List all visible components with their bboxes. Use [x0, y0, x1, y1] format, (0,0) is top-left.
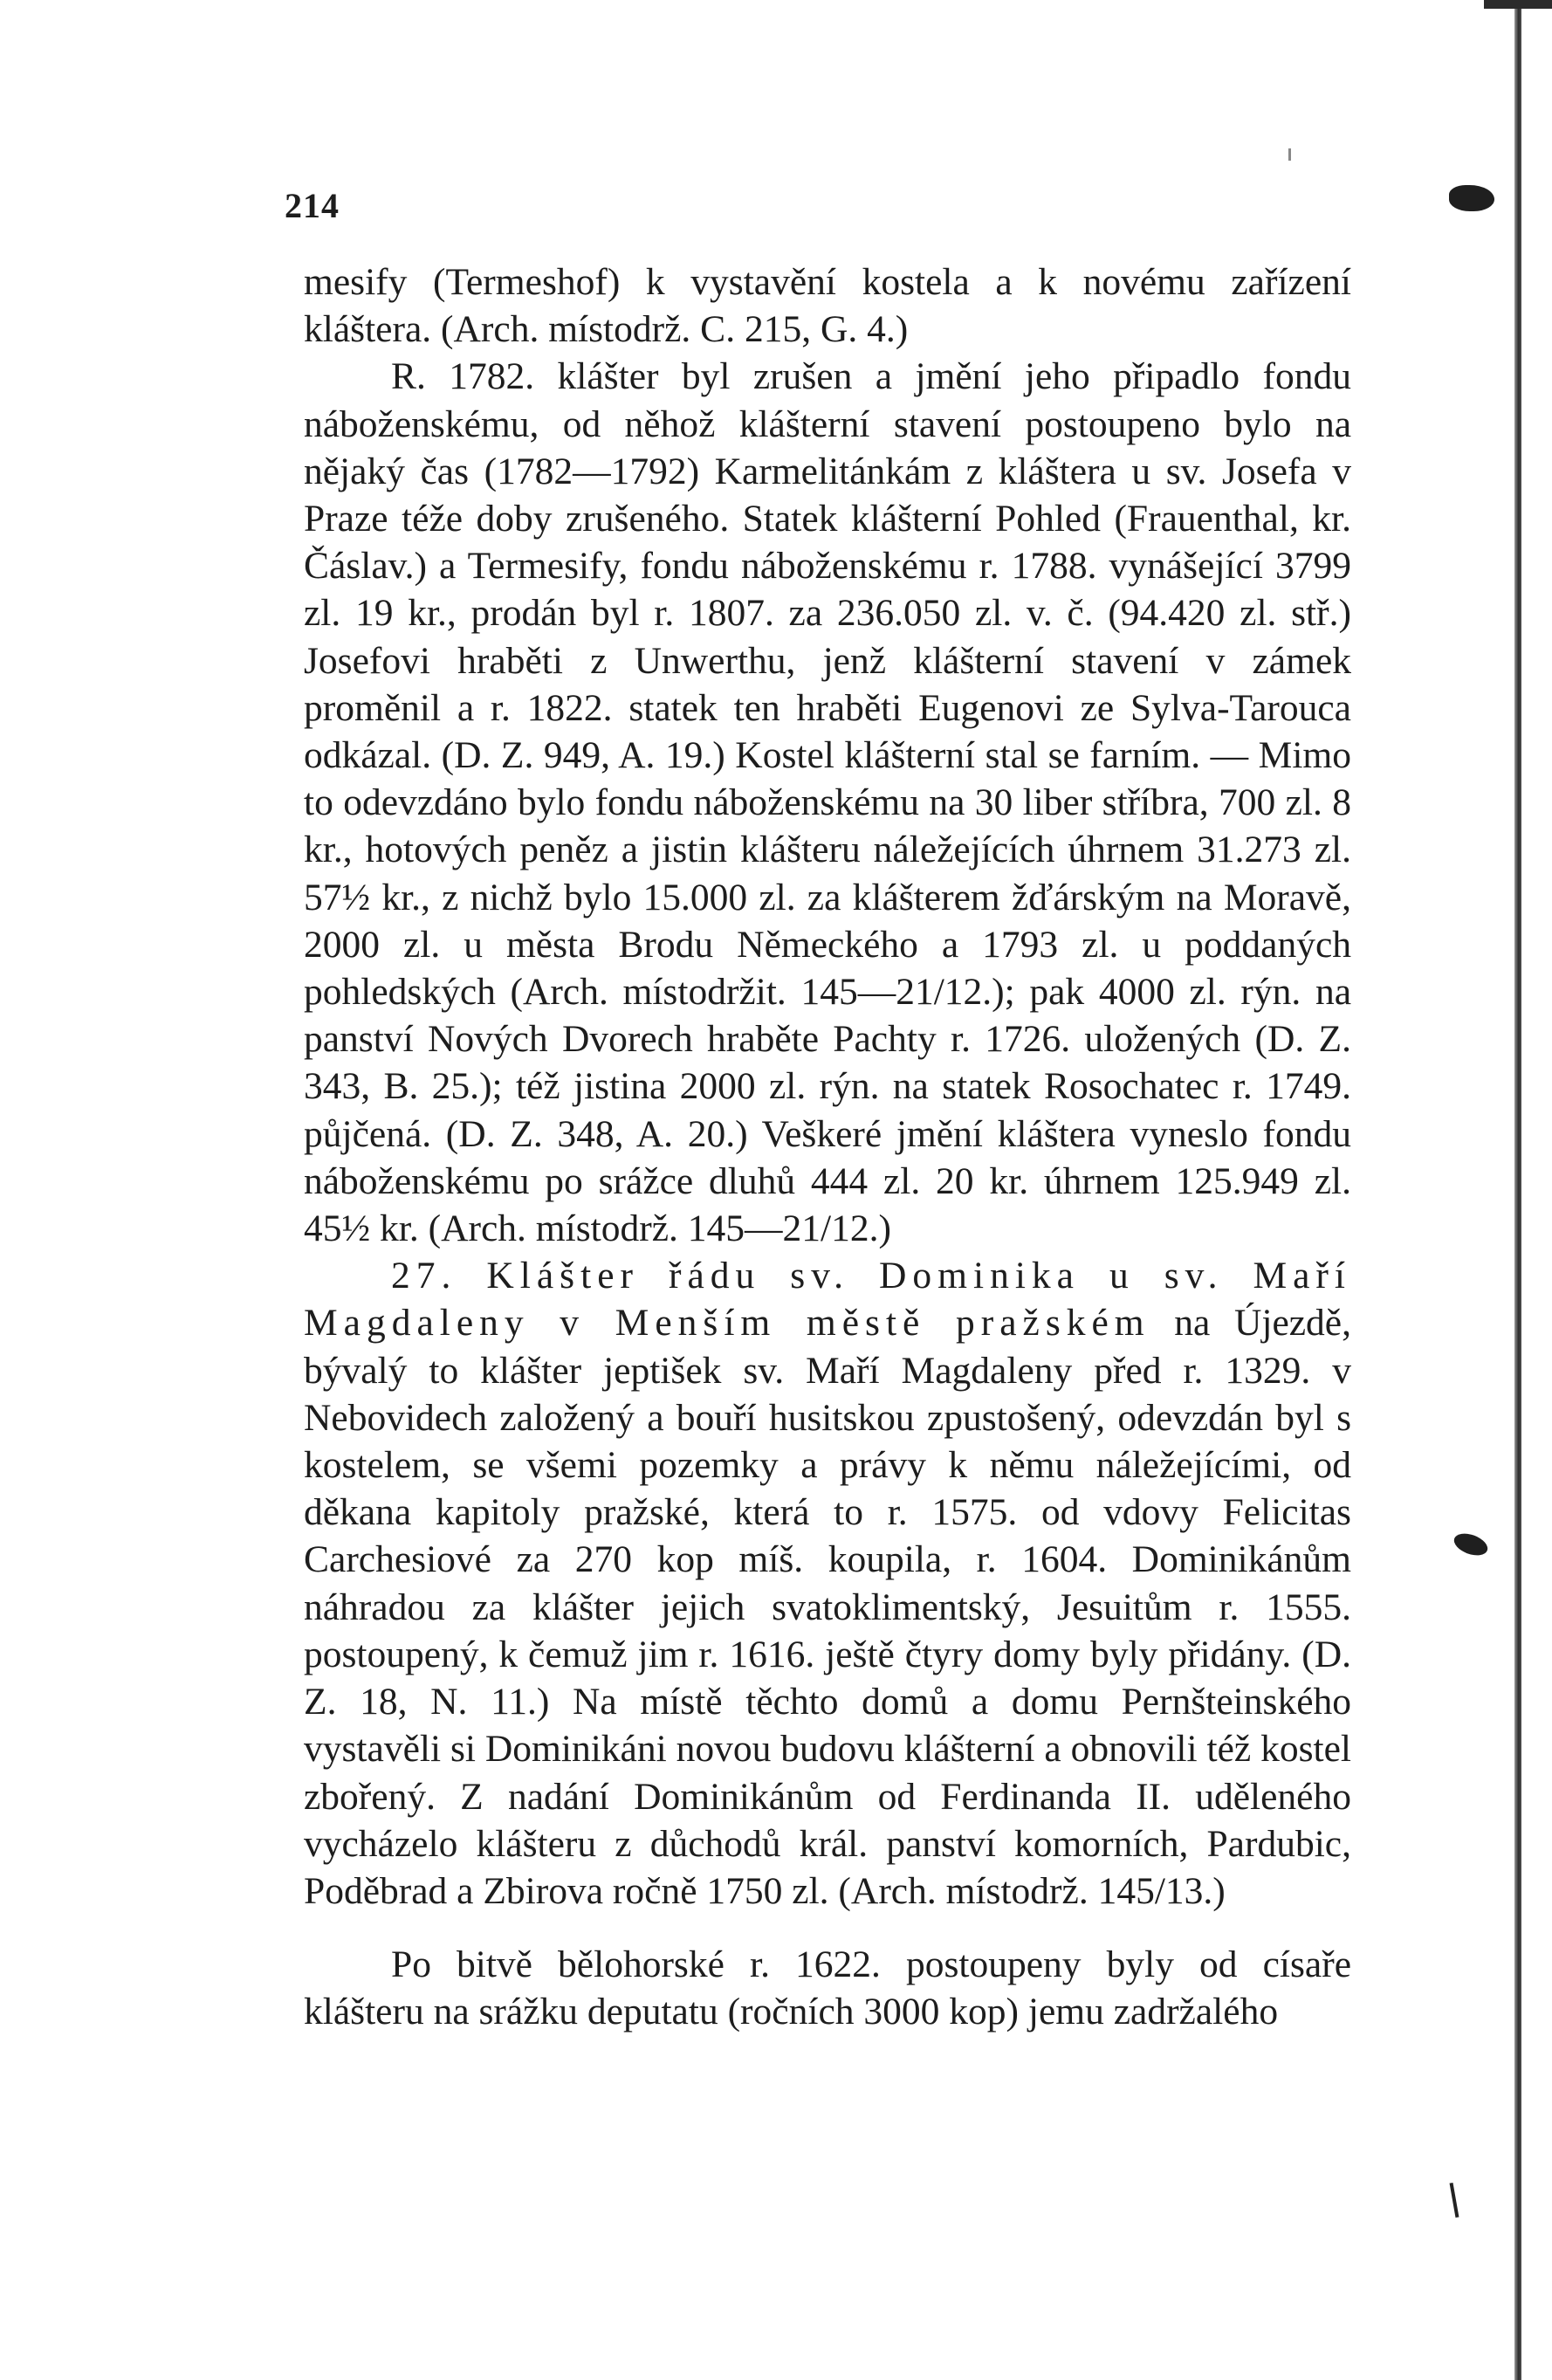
paragraph-body: na Újezdě, bývalý to klášter jeptišek sv. Maří Magdaleny před r. 1329. v Nebovidech založený a bouří husitskou zpustošený, odevzdán byl s kostelem, se všemi pozemky a právy k němu náležejícími, od děkana kapitoly pražské, která to r. 1575. od vdovy Felicitas Carchesiové za 270 kop míš. koupila, r. 1604. Dominikánům náhradou za klášter jejich svatoklimentský, Jesuitům r. 1555. postoupený, k čemuž jim r. 1616. ještě čtyry domy byly přidány. (D. Z. 18, N. 11.) Na místě těchto domů a domu Pernšteinského vystavěli si Dominikáni novou budovu klášterní a obnovili též kostel zbořený. Z nadání Dominikánům od Ferdinanda II. uděleného vycházelo klášteru z důchodů král. panství komorních, Pardubic, Poděbrad a Zbirova ročně 1750 zl. (Arch. místodrž. 145/13.): [304, 1302, 1351, 1912]
scan-blot-middle: [1451, 1530, 1490, 1559]
page-edge-shadow: [1514, 0, 1521, 2380]
paragraph-continuation: mesify (Termeshof) k vystavění kostela a k novému zařízení kláštera. (Arch. místodrž. C. 215, G. 4.): [304, 261, 1351, 351]
paragraph-white-mountain: Po bitvě bělohorské r. 1622. postoupeny byly od císaře klášteru na srážku deputatu (ročních 3000 kop) jemu zadržalého: [304, 1943, 1351, 2033]
page-number: 214: [285, 186, 340, 225]
page-edge-top: [1484, 0, 1552, 9]
scan-speck-small: [1288, 148, 1291, 161]
body-text: [304, 258, 1351, 2036]
paragraph-abolition: R. 1782. klášter byl zrušen a jmění jeho připadlo fondu náboženskému, od něhož klášterní stavení postoupeno bylo na nějaký čas (1782—1792) Karmelitánkám z kláštera u sv. Josefa v Praze téže doby zrušeného. Statek klášterní Pohled (Frauenthal, kr. Čáslav.) a Termesify, fondu náboženskému r. 1788. vynášející 3799 zl. 19 kr., prodán byl r. 1807. za 236.050 zl. v. č. (94.420 zl. stř.) Josefovi hraběti z Unwerthu, jenž klášterní stavení v zámek proměnil a r. 1822. statek ten hraběti Eugenovi ze Sylva-Tarouca odkázal. (D. Z. 949, A. 19.) Kostel klášterní stal se farním. — Mimo to odevzdáno bylo fondu náboženskému na 30 liber stříbra, 700 zl. 8 kr., hotových peněz a jistin klášteru náležejících úhrnem 31.273 zl. 57½ kr., z nichž bylo 15.000 zl. za klášterem žďárským na Moravě, 2000 zl. u města Brodu Německého a 1793 zl. u poddaných pohledských (Arch. místodržit. 145—21/12.); pak 4000 zl. rýn. na panství Nových Dvorech hraběte Pachty r. 1726. uložených (D. Z. 343, B. 25.); též jistina 2000 zl. rýn. na statek Rosochatec r. 1749. půjčená. (D. Z. 348, A. 20.) Veškeré jmění kláštera vyneslo fondu náboženskému po srážce dluhů 444 zl. 20 kr. úhrnem 125.949 zl. 45½ kr. (Arch. místodrž. 145—21/12.): [304, 355, 1351, 1250]
scan-blot-top: [1449, 185, 1494, 211]
section-heading: 27. Klášter řádu sv. Dominika u sv. Maří Magdaleny v Menším městě pražském: [304, 1255, 1351, 1345]
scan-speck: [1450, 2183, 1459, 2218]
paragraph-dominican-monastery: [304, 1252, 1351, 1915]
